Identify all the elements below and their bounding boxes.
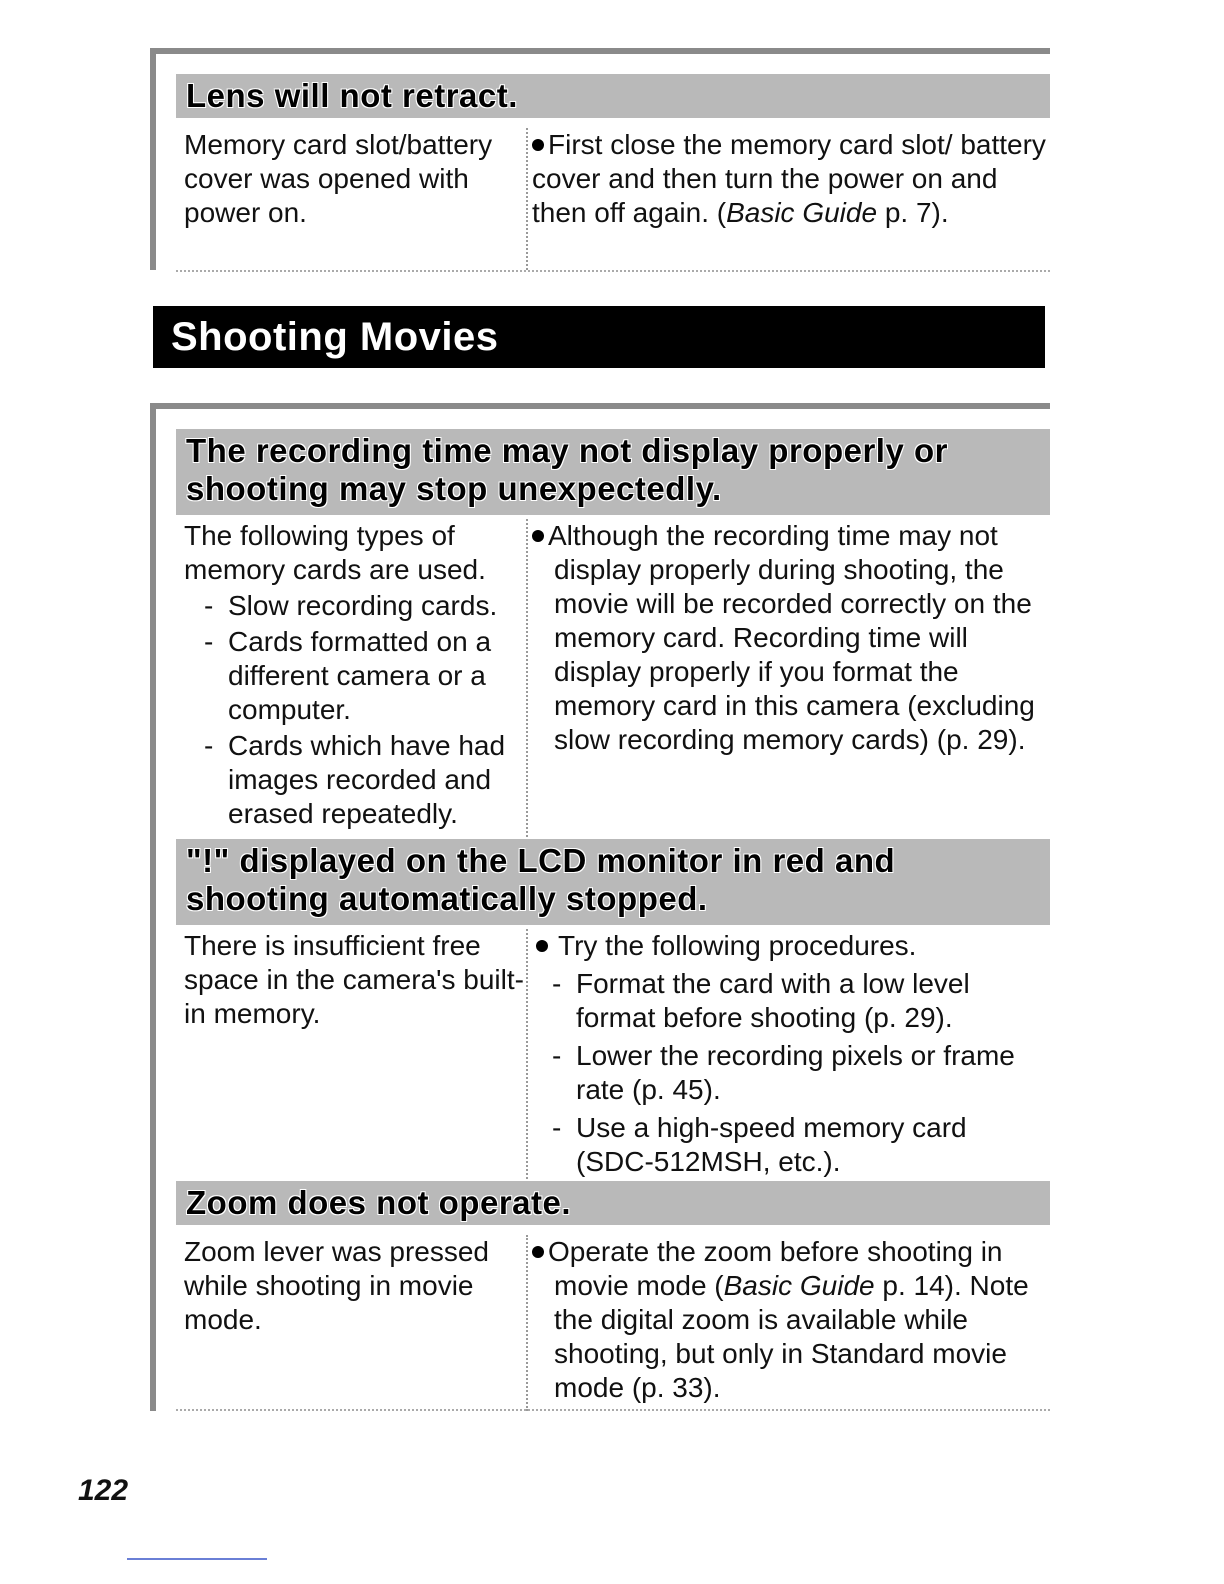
row-bottom-rule <box>176 1409 1050 1411</box>
lcd-solution: Try the following procedures. - Format the card with a low level format before shooting (p. 29). - Lower the recording pixels or frame rate (p. 45). - Use a high-speed memory card (SDC-512MSH, etc.). <box>532 929 1052 1179</box>
footer-rule <box>127 1558 267 1560</box>
column-divider <box>526 128 528 270</box>
column-divider <box>526 929 528 1179</box>
lens-row <box>176 128 1050 270</box>
zoom-heading: Zoom does not operate. <box>176 1181 1050 1225</box>
column-divider <box>526 519 528 837</box>
block-top-rule <box>150 48 1050 54</box>
lcd-heading: "!" displayed on the LCD monitor in red and shooting automatically stopped. <box>176 839 1050 925</box>
zoom-solution: Operate the zoom before shooting in movie mode (Basic Guide p. 14). Note the digital zoom is available while shooting, but only in Standard movie mode (p. 33). <box>532 1235 1054 1405</box>
bullet-icon <box>532 139 544 151</box>
zoom-cause: Zoom lever was pressed while shooting in movie mode. <box>184 1236 490 1335</box>
column-divider <box>526 1235 528 1411</box>
solution-item: - Use a high-speed memory card (SDC-512MSH, etc.). <box>532 1111 1052 1179</box>
cause-item: - Cards which have had images recorded and erased repeatedly. <box>184 729 524 831</box>
recording-solution: Although the recording time may not display properly during shooting, the movie will be recorded correctly on the memory card. Recording time will display properly if you format the memory card in this camera (excluding slow recording memory cards) (p. 29). <box>532 519 1054 757</box>
zoom-row <box>176 1235 1050 1411</box>
row-bottom-rule <box>176 270 1050 272</box>
block-left-rule <box>150 403 156 1411</box>
recording-heading: The recording time may not display properly or shooting may stop unexpectedly. <box>176 429 1050 515</box>
recording-row <box>176 519 1050 837</box>
block-left-rule <box>150 48 156 270</box>
movie-troubleshoot-block <box>150 403 1050 1413</box>
bullet-icon <box>532 1246 544 1258</box>
section-title: Shooting Movies <box>153 306 1045 368</box>
solution-item: - Lower the recording pixels or frame rate (p. 45). <box>532 1039 1052 1107</box>
lens-heading: Lens will not retract. <box>176 74 1050 118</box>
lens-cause: Memory card slot/battery cover was opened with power on. <box>184 129 493 228</box>
lcd-row <box>176 929 1050 1179</box>
solution-item: - Format the card with a low level format before shooting (p. 29). <box>532 967 1052 1035</box>
lens-solution: First close the memory card slot/ battery cover and then turn the power on and then off again. (Basic Guide p. 7). <box>532 129 1046 228</box>
block-top-rule <box>150 403 1050 409</box>
lens-troubleshoot-block <box>150 48 1050 273</box>
cause-item: - Slow recording cards. <box>184 589 524 623</box>
lcd-cause: There is insufficient free space in the camera's built-in memory. <box>184 930 524 1029</box>
bullet-icon <box>536 940 548 952</box>
bullet-icon <box>532 530 544 542</box>
cause-item: - Cards formatted on a different camera or a computer. <box>184 625 524 727</box>
recording-cause: The following types of memory cards are used. - Slow recording cards. - Cards formatted on a different camera or a computer. - Cards which have had images recorded and erased repeatedly. <box>184 519 524 831</box>
page-number: 122 <box>78 1474 129 1507</box>
